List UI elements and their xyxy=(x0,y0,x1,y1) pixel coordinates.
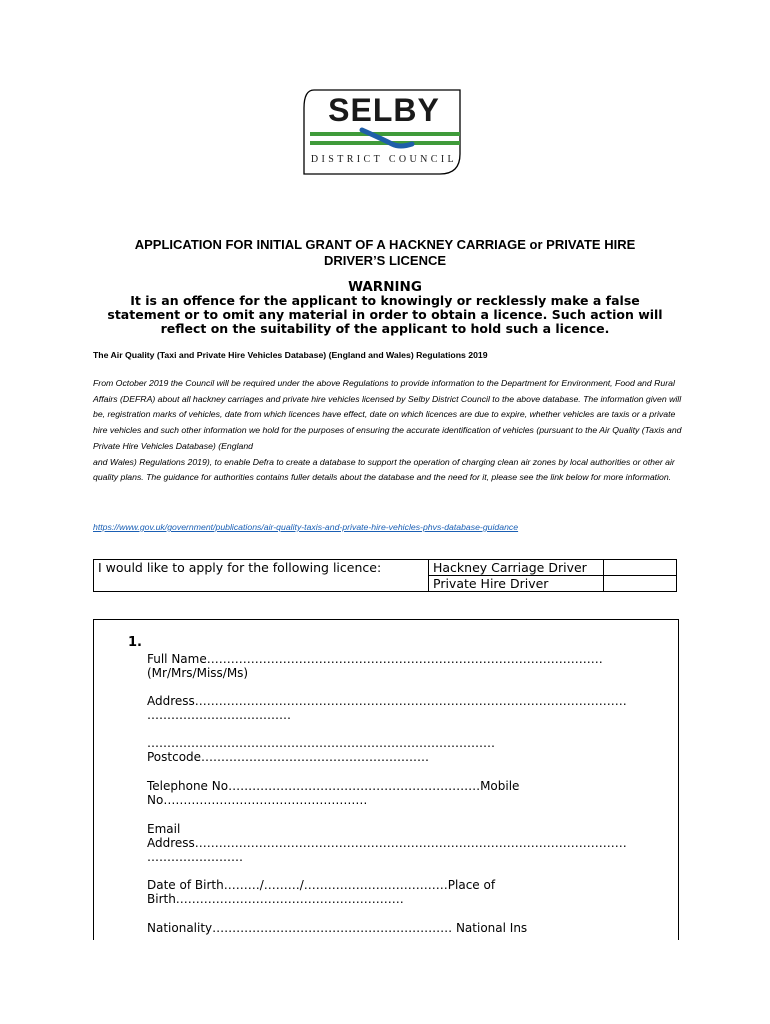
telephone-field[interactable]: Telephone No………………………………………………………Mobile xyxy=(147,779,520,793)
email-field-line1[interactable]: Address……………………………………………………………………………………………… xyxy=(147,836,627,850)
form-title xyxy=(60,237,710,269)
full-name-field[interactable]: Full Name……………………………………………………………………………………… xyxy=(147,652,603,666)
address-field-line2[interactable]: ……………………………… xyxy=(147,708,291,722)
intro-paragraph-2: and Wales) Regulations 2019), to enable Defra to create a database to support the operation of charging clean air zones by local authorities or other air quality plans. The guidance for authorities contains fuller details about the database and the need for it, please see the link below for more information. xyxy=(93,456,675,483)
logo-subtitle: DISTRICT COUNCIL xyxy=(310,154,458,165)
email-label: Email xyxy=(147,822,181,836)
intro-text xyxy=(93,376,683,486)
warning-heading: WARNING xyxy=(348,279,422,295)
title-options: (Mr/Mrs/Miss/Ms) xyxy=(147,666,249,680)
licence-option-hackney-label: Hackney Carriage Driver xyxy=(429,560,604,576)
email-field-line2[interactable]: …………………… xyxy=(147,850,243,864)
licence-option-private-hire-checkbox[interactable] xyxy=(604,576,677,592)
licence-prompt: I would like to apply for the following licence: xyxy=(94,560,429,592)
postcode-field[interactable]: Postcode………………………………………………… xyxy=(147,750,430,764)
address-field-line3[interactable]: …………………………………………………………………………… xyxy=(147,736,495,750)
logo-green-stripe-top xyxy=(310,132,460,136)
nationality-field[interactable]: Nationality…………………………………………………… National Ins xyxy=(147,921,528,935)
warning-line1: It is an offence for the applicant to knowingly or recklessly make a false xyxy=(130,293,640,308)
licence-option-hackney-checkbox[interactable] xyxy=(604,560,677,576)
warning-line3: reflect on the suitability of the applicant to hold such a licence. xyxy=(160,321,610,336)
warning-text xyxy=(86,294,684,336)
form-title-line1: APPLICATION FOR INITIAL GRANT OF A HACKNEY CARRIAGE or PRIVATE HIRE xyxy=(134,237,636,252)
guidance-link[interactable]: https://www.gov.uk/government/publications/air-quality-taxis-and-private-hire-vehicles-phvs-database-guidance xyxy=(93,522,519,532)
logo-wordmark: SELBY xyxy=(328,92,440,128)
section-number: 1. xyxy=(128,635,142,650)
date-of-birth-field[interactable]: Date of Birth………/………/………………………………Place of xyxy=(147,878,496,892)
selby-logo-graphic xyxy=(300,86,468,178)
mobile-field[interactable]: No…………………………………………… xyxy=(147,793,368,807)
warning-line2: statement or to omit any material in order to obtain a licence. Such action will xyxy=(107,307,663,322)
regulations-title: The Air Quality (Taxi and Private Hire Vehicles Database) (England and Wales) Regulations 2019 xyxy=(93,350,488,360)
applicant-details-section xyxy=(93,619,679,940)
licence-option-private-hire-label: Private Hire Driver xyxy=(429,576,604,592)
place-of-birth-field[interactable]: Birth………………………………………………… xyxy=(147,892,404,906)
licence-type-table xyxy=(93,559,677,592)
intro-paragraph-1: From October 2019 the Council will be required under the above Regulations to provide information to the Department for Environment, Food and Rural Affairs (DEFRA) about all hackney carriages and private hire vehicles licensed by Selby District Council to the above database. The information given will be, registration marks of vehicles, date from which licences have effect, date on which licences are due to expire, whether vehicles are taxis or a private hire vehicles and such other information we hold for the purposes of ensuring the accurate identification of vehicles (pursuant to the Air Quality (Taxis and Private Hire Vehicles Database) (England xyxy=(93,378,682,451)
council-logo xyxy=(300,86,468,178)
address-field-line1[interactable]: Address……………………………………………………………………………………………… xyxy=(147,694,627,708)
form-title-line2: DRIVER’S LICENCE xyxy=(323,253,447,268)
licence-row-hackney xyxy=(94,560,677,576)
